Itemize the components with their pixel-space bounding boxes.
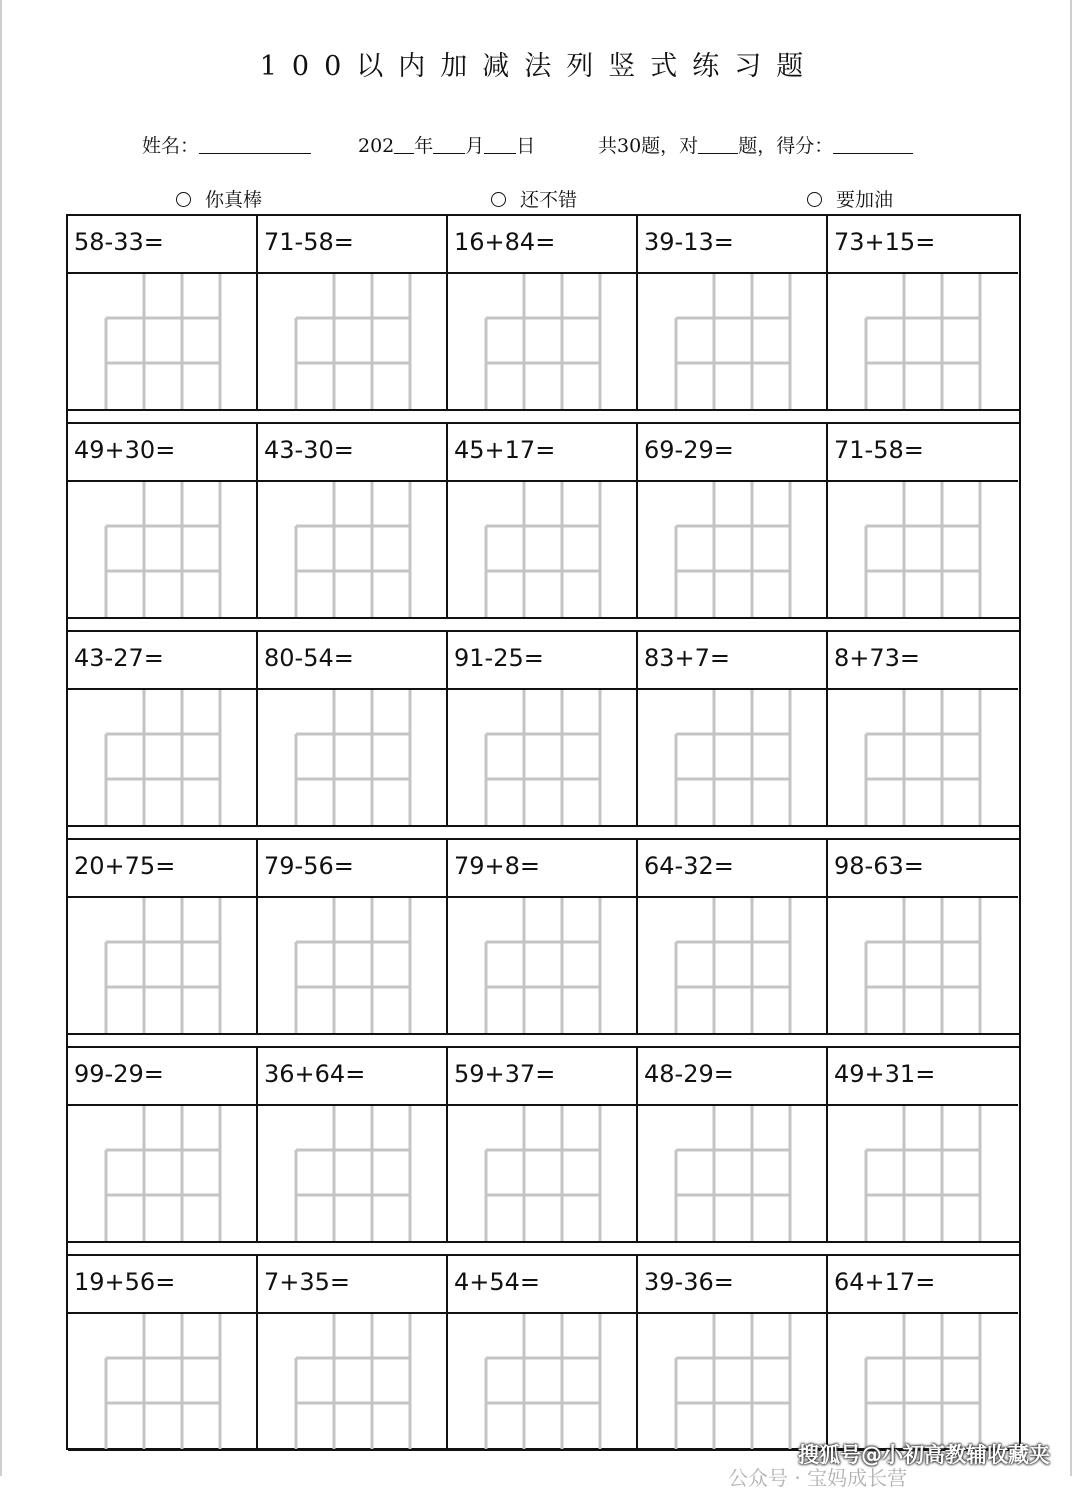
answer-work-area[interactable] <box>448 896 636 1035</box>
problem-expression: 73+15= <box>834 228 936 256</box>
vertical-calc-grid <box>68 1314 256 1449</box>
problem-expression: 49+30= <box>74 436 176 464</box>
answer-work-area[interactable] <box>448 688 636 827</box>
problem-cell <box>68 1048 258 1241</box>
problem-expression: 39-36= <box>644 1268 734 1296</box>
vertical-calc-grid <box>638 690 826 825</box>
rating-label: 还不错 <box>520 189 578 211</box>
problem-cell <box>68 840 258 1033</box>
problem-expression: 8+73= <box>834 644 921 672</box>
month-label: 月 <box>465 135 485 157</box>
problem-cell <box>448 1256 638 1449</box>
answer-work-area[interactable] <box>68 480 256 619</box>
score-field <box>598 131 913 158</box>
answer-work-area[interactable] <box>828 688 1018 827</box>
answer-work-area[interactable] <box>828 1104 1018 1243</box>
problem-expression: 64+17= <box>834 1268 936 1296</box>
problem-cell <box>638 216 828 409</box>
rating-option-1[interactable] <box>176 185 262 212</box>
problem-cell <box>828 840 1018 1033</box>
problem-expression: 39-13= <box>644 228 734 256</box>
answer-work-area[interactable] <box>638 272 826 411</box>
vertical-calc-grid <box>258 898 446 1033</box>
name-field <box>142 131 311 158</box>
answer-work-area[interactable] <box>258 480 446 619</box>
answer-work-area[interactable] <box>258 688 446 827</box>
vertical-calc-grid <box>448 1314 636 1449</box>
vertical-calc-grid <box>258 1106 446 1241</box>
problem-expression: 48-29= <box>644 1060 734 1088</box>
problem-expression: 69-29= <box>644 436 734 464</box>
problem-cell <box>68 424 258 617</box>
problem-expression: 59+37= <box>454 1060 556 1088</box>
answer-work-area[interactable] <box>258 1312 446 1451</box>
vertical-calc-grid <box>828 1106 1016 1241</box>
info-line <box>0 131 1078 161</box>
problem-cell <box>448 840 638 1033</box>
vertical-calc-grid <box>448 1106 636 1241</box>
problem-cell <box>828 1256 1018 1449</box>
vertical-calc-grid <box>828 690 1016 825</box>
row-divider <box>68 1033 1019 1035</box>
row-divider <box>68 825 1019 827</box>
problem-cell <box>68 1256 258 1449</box>
date-field <box>358 131 535 158</box>
answer-work-area[interactable] <box>258 1104 446 1243</box>
radio-circle-icon[interactable] <box>176 192 191 207</box>
day-label: 日 <box>516 135 536 157</box>
problem-cell <box>258 840 448 1033</box>
vertical-calc-grid <box>828 482 1016 617</box>
name-label: 姓名： <box>142 135 200 157</box>
answer-work-area[interactable] <box>68 896 256 1035</box>
problem-expression: 45+17= <box>454 436 556 464</box>
problem-expression: 71-58= <box>264 228 354 256</box>
total-text: 共30题，对 <box>598 135 699 157</box>
answer-work-area[interactable] <box>448 1312 636 1451</box>
answer-work-area[interactable] <box>448 272 636 411</box>
answer-work-area[interactable] <box>258 272 446 411</box>
problem-expression: 4+54= <box>454 1268 541 1296</box>
problem-cell <box>828 216 1018 409</box>
vertical-calc-grid <box>68 482 256 617</box>
vertical-calc-grid <box>258 482 446 617</box>
problem-expression: 58-33= <box>74 228 164 256</box>
problem-cell <box>68 216 258 409</box>
question-label: 题，得分： <box>738 135 834 157</box>
vertical-calc-grid <box>448 482 636 617</box>
problem-cell <box>448 632 638 825</box>
radio-circle-icon[interactable] <box>807 192 822 207</box>
problem-cell <box>258 632 448 825</box>
rating-option-3[interactable] <box>807 185 893 212</box>
problem-cell <box>828 1048 1018 1241</box>
answer-work-area[interactable] <box>68 688 256 827</box>
problem-cell <box>258 216 448 409</box>
answer-work-area[interactable] <box>68 1104 256 1243</box>
rating-label: 要加油 <box>836 189 894 211</box>
problem-expression: 43-30= <box>264 436 354 464</box>
rating-label: 你真棒 <box>205 189 263 211</box>
row-divider <box>68 1241 1019 1243</box>
problem-cell <box>448 1048 638 1241</box>
problem-cell <box>258 1048 448 1241</box>
answer-work-area[interactable] <box>638 480 826 619</box>
rating-option-2[interactable] <box>491 185 577 212</box>
answer-work-area[interactable] <box>638 1104 826 1243</box>
row-divider <box>68 409 1019 411</box>
problem-expression: 98-63= <box>834 852 924 880</box>
problem-expression: 20+75= <box>74 852 176 880</box>
radio-circle-icon[interactable] <box>491 192 506 207</box>
vertical-calc-grid <box>638 274 826 409</box>
answer-work-area[interactable] <box>828 1312 1018 1451</box>
vertical-calc-grid <box>68 274 256 409</box>
problem-expression: 49+31= <box>834 1060 936 1088</box>
answer-work-area[interactable] <box>68 272 256 411</box>
problem-expression: 43-27= <box>74 644 164 672</box>
correct-blank[interactable] <box>698 152 738 154</box>
name-blank[interactable] <box>199 152 311 154</box>
vertical-calc-grid <box>258 274 446 409</box>
problem-cell <box>258 1256 448 1449</box>
problem-expression: 83+7= <box>644 644 731 672</box>
answer-work-area[interactable] <box>638 688 826 827</box>
problem-cell <box>638 424 828 617</box>
problem-expression: 99-29= <box>74 1060 164 1088</box>
vertical-calc-grid <box>828 898 1016 1033</box>
problem-cell <box>448 216 638 409</box>
row-divider <box>68 617 1019 619</box>
problem-expression: 19+56= <box>74 1268 176 1296</box>
problem-cell <box>638 1048 828 1241</box>
problem-expression: 16+84= <box>454 228 556 256</box>
vertical-calc-grid <box>448 274 636 409</box>
answer-work-area[interactable] <box>68 1312 256 1451</box>
problem-row <box>68 424 1019 632</box>
problem-grid <box>66 214 1021 1450</box>
answer-work-area[interactable] <box>448 1104 636 1243</box>
problem-row <box>68 216 1019 424</box>
vertical-calc-grid <box>638 1314 826 1449</box>
problem-cell <box>638 840 828 1033</box>
problem-expression: 36+64= <box>264 1060 366 1088</box>
answer-work-area[interactable] <box>828 480 1018 619</box>
year-blank[interactable] <box>394 152 414 154</box>
problem-expression: 79+8= <box>454 852 541 880</box>
problem-expression: 80-54= <box>264 644 354 672</box>
year-prefix: 202 <box>358 135 395 157</box>
answer-work-area[interactable] <box>638 1312 826 1451</box>
vertical-calc-grid <box>448 898 636 1033</box>
month-blank[interactable] <box>433 152 465 154</box>
problem-cell <box>828 424 1018 617</box>
vertical-calc-grid <box>448 690 636 825</box>
score-blank[interactable] <box>833 152 913 154</box>
problem-cell <box>68 632 258 825</box>
answer-work-area[interactable] <box>828 272 1018 411</box>
problem-expression: 64-32= <box>644 852 734 880</box>
problem-expression: 7+35= <box>264 1268 351 1296</box>
vertical-calc-grid <box>828 1314 1016 1449</box>
problem-expression: 91-25= <box>454 644 544 672</box>
vertical-calc-grid <box>68 1106 256 1241</box>
answer-work-area[interactable] <box>258 896 446 1035</box>
vertical-calc-grid <box>68 690 256 825</box>
problem-row <box>68 1256 1019 1464</box>
answer-work-area[interactable] <box>828 896 1018 1035</box>
vertical-calc-grid <box>638 482 826 617</box>
problem-cell <box>828 632 1018 825</box>
answer-work-area[interactable] <box>638 896 826 1035</box>
vertical-calc-grid <box>68 898 256 1033</box>
problem-row <box>68 840 1019 1048</box>
problem-cell <box>258 424 448 617</box>
problem-cell <box>638 632 828 825</box>
problem-row <box>68 1048 1019 1256</box>
page-title: 100以内加减法列竖式练习题 <box>259 51 819 82</box>
problem-row <box>68 632 1019 840</box>
vertical-calc-grid <box>258 1314 446 1449</box>
problem-expression: 71-58= <box>834 436 924 464</box>
problem-cell <box>448 424 638 617</box>
problem-expression: 79-56= <box>264 852 354 880</box>
vertical-calc-grid <box>638 1106 826 1241</box>
vertical-calc-grid <box>638 898 826 1033</box>
watermark-bottom: 公众号 · 宝妈成长营 <box>728 1466 908 1490</box>
vertical-calc-grid <box>258 690 446 825</box>
watermark: 搜狐号@小初高教辅收藏夹 <box>798 1443 1050 1467</box>
answer-work-area[interactable] <box>448 480 636 619</box>
vertical-calc-grid <box>828 274 1016 409</box>
year-label: 年 <box>414 135 434 157</box>
problem-cell <box>638 1256 828 1449</box>
day-blank[interactable] <box>484 152 516 154</box>
